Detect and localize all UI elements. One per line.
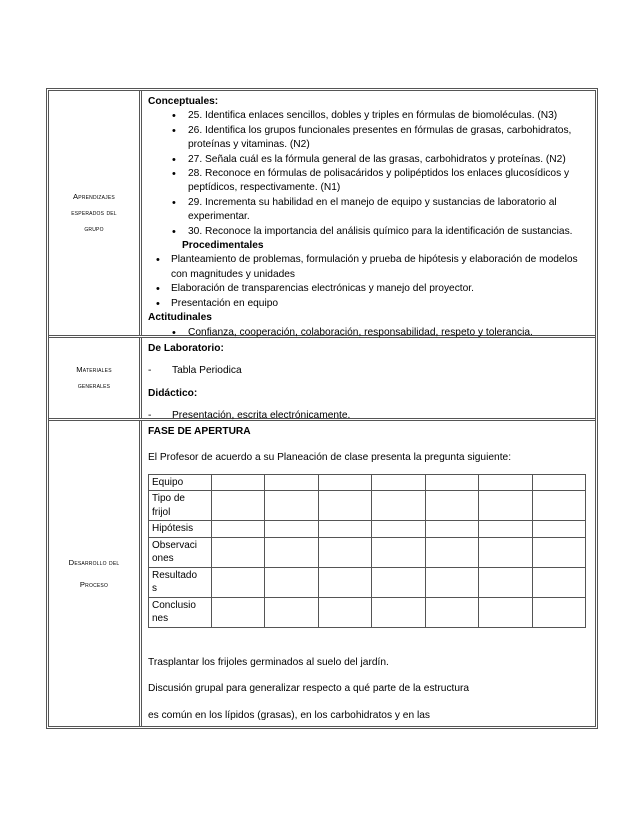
intro-text: El Profesor de acuerdo a su Planeación de clase presenta la pregunta siguiente: bbox=[148, 452, 512, 464]
materiales-content bbox=[142, 338, 595, 422]
desarrollo-label bbox=[49, 421, 142, 726]
row-label: nes bbox=[152, 613, 169, 625]
fase-heading: FASE DE APERTURA bbox=[148, 426, 251, 437]
row-label: Conclusio bbox=[152, 599, 196, 611]
desarrollo-row bbox=[49, 421, 595, 726]
list-item: • 26. Identifica los grupos funcionales presentes en fórmulas de grasas, carbohidratos, proteínas y vitaminas. (N2) bbox=[148, 124, 589, 153]
label-line: generales bbox=[77, 381, 111, 390]
list-item: • Planteamiento de problemas, formulación y prueba de hipótesis y elaboración de modelos con magnitudes y unidades bbox=[148, 253, 589, 282]
list-item: • 30. Reconoce la importancia del análisis químico para la identificación de sustancias. bbox=[148, 225, 589, 239]
conceptuales-list bbox=[148, 109, 589, 239]
row-label: ones bbox=[152, 553, 174, 565]
observation-grid bbox=[148, 474, 586, 628]
row-label: Resultado bbox=[152, 569, 198, 581]
table-row bbox=[149, 597, 586, 627]
table-row bbox=[149, 567, 586, 597]
materiales-row bbox=[49, 338, 595, 421]
discusion-text: Discusión grupal para generalizar respecto a qué parte de la estructura bbox=[148, 683, 470, 695]
trasplantar-text: Trasplantar los frijoles germinados al suelo del jardín. bbox=[148, 656, 389, 668]
row-label: Observaci bbox=[152, 539, 198, 551]
list-item: • 27. Señala cuál es la fórmula general de las grasas, carbohidratos y proteínas. (N2) bbox=[148, 153, 589, 167]
table-row bbox=[149, 521, 586, 538]
desarrollo-content bbox=[142, 421, 595, 726]
conceptuales-heading: Conceptuales: bbox=[148, 96, 219, 107]
row-label: Equipo bbox=[152, 476, 184, 488]
table-row bbox=[149, 537, 586, 567]
label-line: esperados del bbox=[71, 208, 117, 217]
actitudinales-heading: Actitudinales bbox=[148, 312, 212, 324]
list-item: • Confianza, cooperación, colaboración, responsabilidad, respeto y tolerancia. bbox=[148, 326, 589, 340]
materiales-label bbox=[49, 338, 142, 418]
label-line: Materiales bbox=[76, 365, 112, 374]
actitudinales-list bbox=[148, 326, 589, 340]
label-line: Proceso bbox=[79, 579, 109, 589]
row-label: Hipótesis bbox=[152, 523, 194, 535]
label-line: grupo bbox=[84, 224, 104, 233]
planning-table bbox=[46, 88, 598, 729]
laboratorio-item: - Tabla Periodica bbox=[148, 365, 242, 377]
row-label: frijol bbox=[152, 506, 171, 518]
row-label: Tipo de bbox=[152, 493, 185, 505]
procedimentales-list bbox=[148, 253, 589, 311]
aprendizajes-label bbox=[49, 91, 142, 335]
didactico-item-text: Presentación, escrita electrónicamente. bbox=[172, 410, 351, 422]
list-item: • Presentación en equipo bbox=[148, 297, 589, 311]
row-label: s bbox=[152, 583, 157, 595]
laboratorio-item-text: Tabla Periodica bbox=[172, 365, 242, 377]
aprendizajes-row bbox=[49, 91, 595, 338]
list-item: • 29. Incrementa su habilidad en el manejo de equipo y sustancias de laboratorio al experimentar. bbox=[148, 196, 589, 225]
list-item: • 28. Reconoce en fórmulas de polisacáridos y polipéptidos los enlaces glucosídicos y peptídicos, respectivamente. (N1) bbox=[148, 167, 589, 196]
didactico-item: - Presentación, escrita electrónicamente. bbox=[148, 410, 351, 422]
comun-text: es común en los lípidos (grasas), en los carbohidratos y en las bbox=[148, 709, 430, 721]
table-row bbox=[149, 491, 586, 521]
table-row bbox=[149, 474, 586, 491]
didactico-heading: Didáctico: bbox=[148, 387, 198, 399]
list-item: • Elaboración de transparencias electrónicas y manejo del proyector. bbox=[148, 282, 589, 296]
laboratorio-heading: De Laboratorio: bbox=[148, 343, 224, 354]
label-line: Desarrollo del bbox=[68, 557, 120, 567]
aprendizajes-content bbox=[142, 91, 595, 338]
procedimentales-heading: Procedimentales bbox=[182, 240, 264, 252]
label-line: Aprendizajes bbox=[73, 192, 115, 201]
list-item: • 25. Identifica enlaces sencillos, dobles y triples en fórmulas de biomoléculas. (N3) bbox=[148, 109, 589, 123]
